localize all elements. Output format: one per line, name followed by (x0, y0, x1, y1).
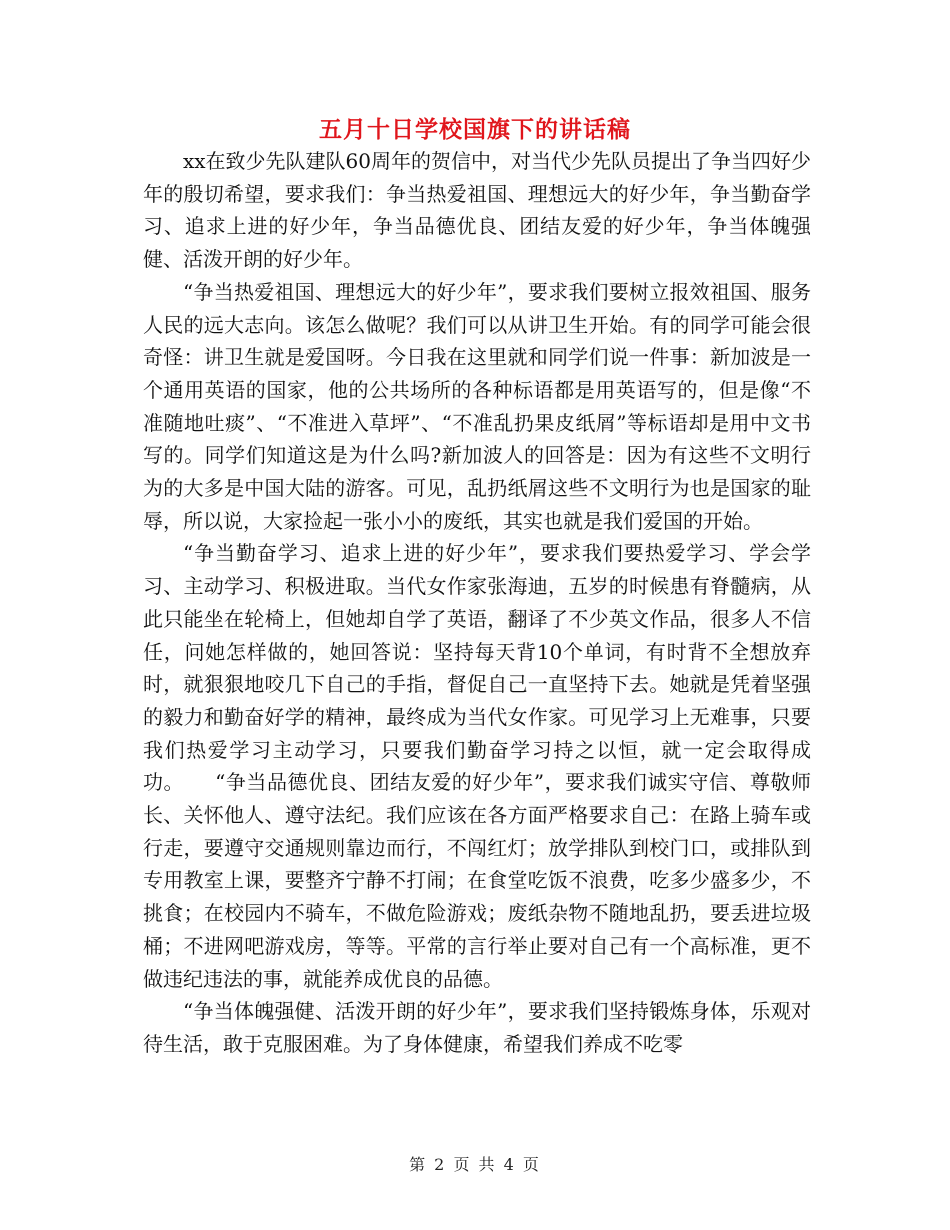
paragraph-3: “争当勤奋学习、追求上进的好少年”，要求我们要热爱学习、学会学习、主动学习、积极进取。当代女作家张海迪，五岁的时候患有脊髓病，从此只能坐在轮椅上，但她却自学了英语，翻译了不少英文作品，很多人不信任，问她怎样做的，她回答说：坚持每天背10个单词，有时背不全想放弃时，就狠狠地咬几下自己的手指，督促自己一直坚持下去。她就是凭着坚强的毅力和勤奋好学的精神，最终成为当代女作家。可见学习上无难事，只要我们热爱学习主动学习，只要我们勤奋学习持之以恒，就一定会取得成功。 “争当品德优良、团结友爱的好少年”，要求我们诚实守信、尊敬师长、关怀他人、遵守法纪。我们应该在各方面严格要求自己：在路上骑车或行走，要遵守交通规则靠边而行，不闯红灯；放学排队到校门口，或排队到专用教室上课，要整齐宁静不打闹；在食堂吃饭不浪费，吃多少盛多少，不挑食；在校园内不骑车，不做危险游戏；废纸杂物不随地乱扔，要丢进垃圾桶；不进网吧游戏房，等等。平常的言行举止要对自己有一个高标准，更不做违纪违法的事，就能养成优良的品德。 (143, 541, 811, 991)
document-body (143, 145, 811, 1061)
paragraph-1: xx在致少先队建队60周年的贺信中，对当代少先队员提出了争当四好少年的殷切希望，要求我们：争当热爱祖国、理想远大的好少年，争当勤奋学习、追求上进的好少年，争当品德优良、团结友爱的好少年，争当体魄强健、活泼开朗的好少年。 (143, 149, 812, 272)
document-title: 五月十日学校国旗下的讲话稿 (319, 117, 631, 143)
paragraph-2: “争当热爱祖国、理想远大的好少年”，要求我们要树立报效祖国、服务人民的远大志向。该怎么做呢？我们可以从讲卫生开始。有的同学可能会很奇怪：讲卫生就是爱国呀。今日我在这里就和同学们说一件事：新加波是一个通用英语的国家，他的公共场所的各种标语都是用英语写的，但是像“不准随地吐痰”、“不准进入草坪”、“不准乱扔果皮纸屑”等标语却是用中文书写的。同学们知道这是为什么吗?新加波人的回答是：因为有这些不文明行为的大多是中国大陆的游客。可见，乱扔纸屑这些不文明行为也是国家的耻辱，所以说，大家捡起一张小小的废纸，其实也就是我们爱国的开始。 (143, 279, 811, 533)
paragraph-4: “争当体魄强健、活泼开朗的好少年”，要求我们坚持锻炼身体，乐观对待生活，敢于克服困难。为了身体健康，希望我们养成不吃零 (143, 999, 811, 1056)
page-number-footer: 第 2 页 共 4 页 (409, 1155, 541, 1174)
